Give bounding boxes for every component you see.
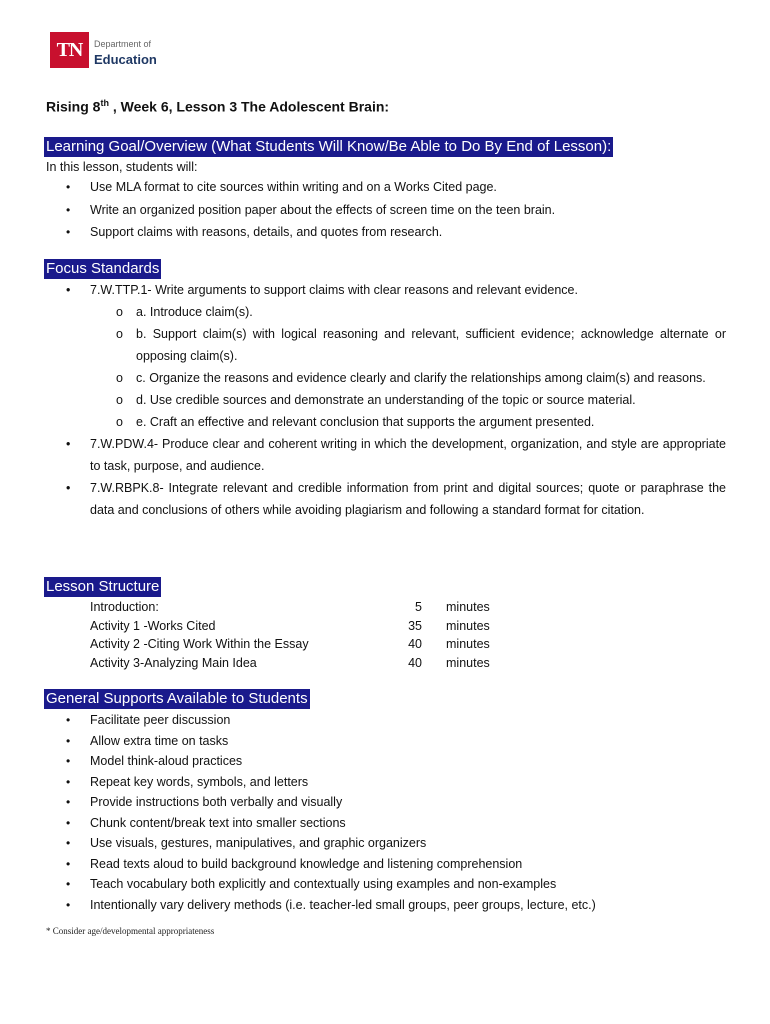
focus-standards-list [46,279,726,521]
activity-minutes: 40 [408,637,422,651]
minutes-unit: minutes [446,618,490,633]
activity-name: Activity 1 -Works Cited [90,618,216,633]
bullet-icon: • [66,481,71,495]
activity-minutes: 35 [408,618,422,633]
tn-education-logo [50,30,170,72]
list-item: • Repeat key words, symbols, and letters [46,772,596,793]
tn-logo-badge: TN [50,32,89,68]
activity-name: Activity 2 -Citing Work Within the Essay [90,637,309,651]
bullet-icon: • [66,877,71,891]
list-item: • Intentionally vary delivery methods (i.e. teacher-led small groups, peer groups, lecture, etc.) [46,895,596,916]
general-supports-heading: General Supports Available to Students [46,690,308,707]
bullet-icon: • [66,897,71,912]
standard-item: • 7.W.PDW.4- Produce clear and coherent writing in which the development, organization, and style are appropriate to task, purpose, and audience. [46,433,726,477]
minutes-unit: minutes [446,655,490,670]
standard-item: • 7.W.RBPK.8- Integrate relevant and credible information from print and digital sources; quote or paraphrase the data and conclusions of others while avoiding plagiarism and following a standard format for citation. [46,477,726,521]
learning-goal-heading: Learning Goal/Overview (What Students Will Know/Be Able to Do By End of Lesson): [46,138,612,155]
lesson-structure-table [90,598,510,672]
bullet-icon: • [66,713,71,727]
minutes-unit: minutes [446,600,490,614]
list-item: • Use MLA format to cite sources within writing and on a Works Cited page. [46,176,555,199]
table-row [90,617,510,636]
bullet-icon: • [66,856,71,871]
circle-bullet-icon: o [116,393,123,407]
logo-department-text: Department of [94,39,152,49]
activity-minutes: 5 [415,600,422,614]
list-item: • Use visuals, gestures, manipulatives, and graphic organizers [46,833,596,854]
title-superscript: th [100,98,109,108]
bullet-icon: • [66,733,71,748]
list-item: • Support claims with reasons, details, and quotes from research. [46,221,555,244]
circle-bullet-icon: o [116,327,123,341]
footnote: * Consider age/developmental appropriateness [46,926,215,936]
list-item: • Provide instructions both verbally and visually [46,792,596,813]
learning-goal-list [46,176,555,244]
page-title [46,98,389,115]
list-item: • Allow extra time on tasks [46,731,596,752]
sub-standard-item: o d. Use credible sources and demonstrate an understanding of the topic or source material. [46,389,726,411]
title-prefix: Rising 8 [46,98,101,115]
bullet-icon: • [66,437,71,451]
circle-bullet-icon: o [116,415,123,429]
learning-goal-intro: In this lesson, students will: [46,160,198,174]
bullet-icon: • [66,795,71,809]
list-item: • Model think-aloud practices [46,751,596,772]
bullet-icon: • [66,774,71,789]
list-item: • Facilitate peer discussion [46,710,596,731]
focus-standards-heading: Focus Standards [46,260,160,277]
circle-bullet-icon: o [116,305,123,319]
sub-standard-item: o a. Introduce claim(s). [46,301,726,323]
activity-minutes: 40 [408,655,422,670]
list-item: • Chunk content/break text into smaller sections [46,813,596,834]
sub-standard-item: o c. Organize the reasons and evidence clearly and clarify the relationships among claim(s) and reasons. [46,367,726,389]
table-row [90,598,510,617]
table-row [90,635,510,654]
title-suffix: , Week 6, Lesson 3 The Adolescent Brain: [108,98,390,115]
bullet-icon: • [66,836,71,850]
activity-name: Activity 3-Analyzing Main Idea [90,655,257,670]
lesson-structure-heading: Lesson Structure [46,578,160,595]
bullet-icon: • [66,180,71,194]
bullet-icon: • [66,202,71,217]
list-item: • Teach vocabulary both explicitly and contextually using examples and non-examples [46,874,596,895]
standard-item: • 7.W.TTP.1- Write arguments to support claims with clear reasons and relevant evidence. [46,279,726,301]
activity-name: Introduction: [90,600,159,614]
general-supports-list [46,710,596,915]
list-item: • Write an organized position paper about the effects of screen time on the teen brain. [46,199,555,222]
bullet-icon: • [66,754,71,768]
bullet-icon: • [66,815,71,830]
minutes-unit: minutes [446,637,490,651]
sub-standard-item: o b. Support claim(s) with logical reasoning and relevant, sufficient evidence; acknowledge alternate or opposing claim(s). [46,323,726,367]
table-row [90,654,510,673]
logo-education-text: Education [94,52,157,67]
circle-bullet-icon: o [116,371,123,385]
sub-standard-item: o e. Craft an effective and relevant conclusion that supports the argument presented. [46,411,726,433]
bullet-icon: • [66,283,71,297]
bullet-icon: • [66,225,71,239]
list-item: • Read texts aloud to build background knowledge and listening comprehension [46,854,596,875]
